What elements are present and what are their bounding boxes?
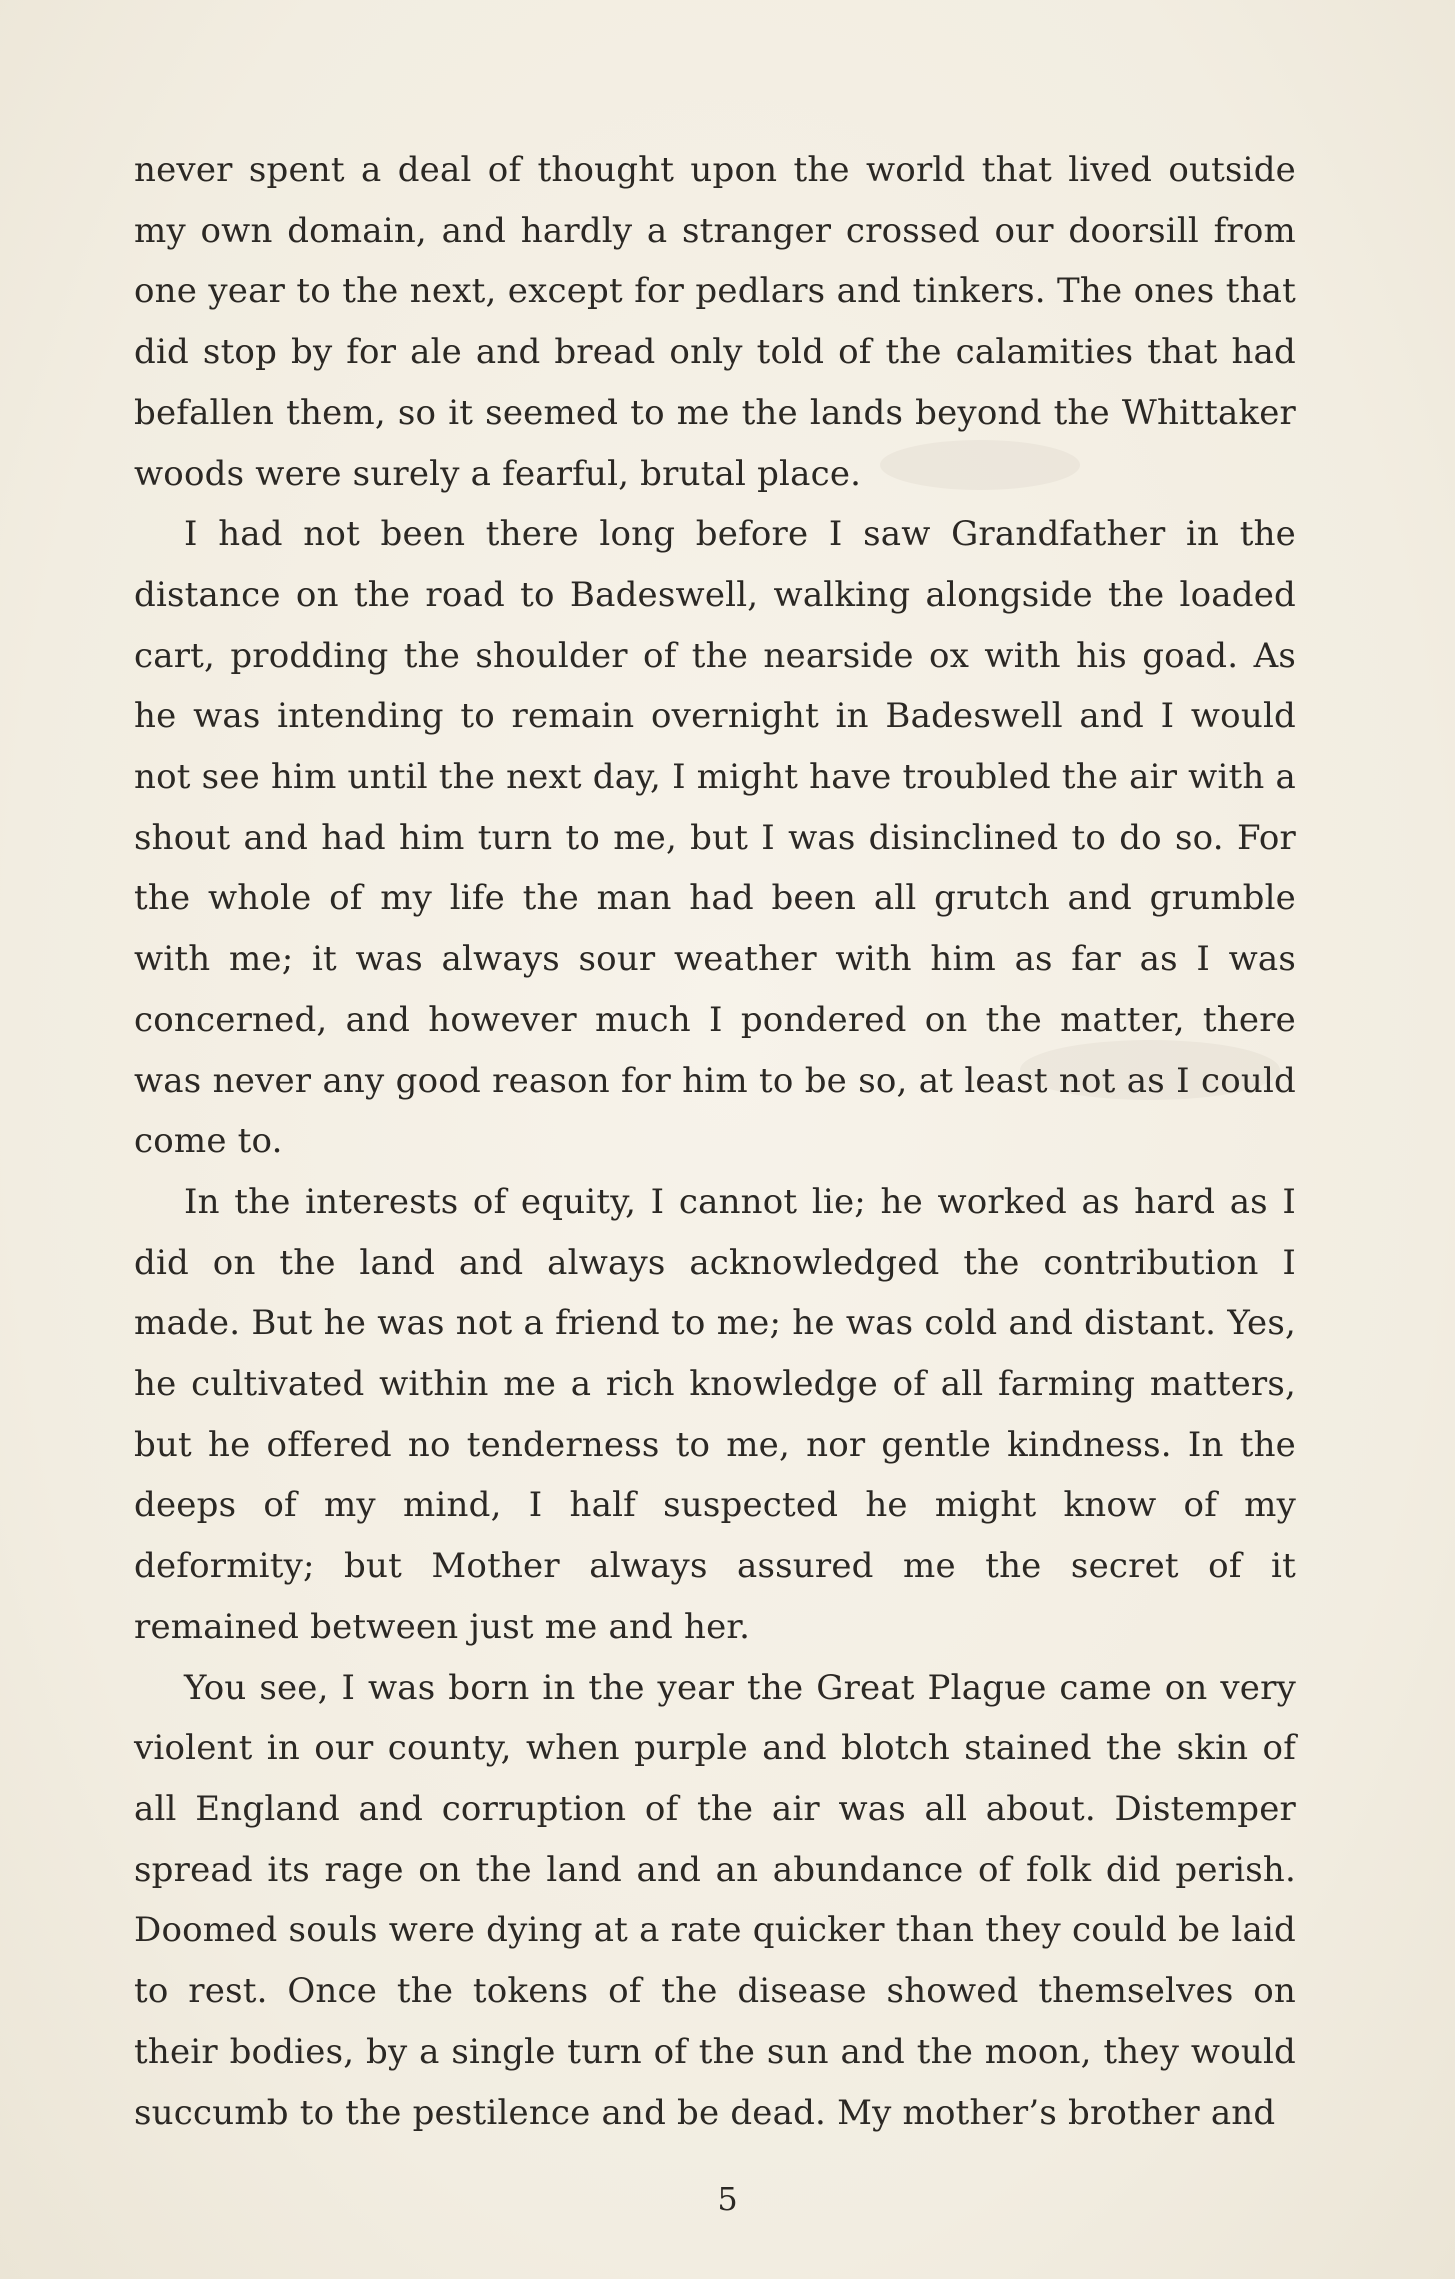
paragraph-3: In the interests of equity, I cannot lie; he worked as hard as I did on the land and always acknowledged the contribution I made. But he was not a friend to me; he was cold and distant. Yes, he cultivated within me a rich knowledge of all farming matters, but he offered no tenderness to me, nor gentle kindness. In the deeps of my mind, I half suspected he might know of my deformity; but Mother always assured me the secret of it remained between just me and her. [134,1181,1296,1647]
paragraph-2: I had not been there long before I saw Grandfather in the distance on the road to Badeswell, walking alongside the loaded cart, prodding the shoulder of the nearside ox with his goad. As he was intending to remain overnight in Badeswell and I would not see him until the next day, I might have troubled the air with a shout and had him turn to me, but I was disinclined to do so. For the whole of my life the man had been all grutch and grumble with me; it was always sour weather with him as far as I was concerned, and however much I pondered on the matter, there was never any good reason for him to be so, at least not as I could come to. [134,514,1296,1162]
body-text [134,140,1296,2143]
paragraph-1: never spent a deal of thought upon the world that lived outside my own domain, and hardly a stranger crossed our doorsill from one year to the next, except for pedlars and tinkers. The ones that did stop by for ale and bread only told of the calamities that had befallen them, so it seemed to me the lands beyond the Whittaker woods were surely a fearful, brutal place. [134,150,1296,494]
paragraph-4: You see, I was born in the year the Great Plague came on very violent in our county, when purple and blotch stained the skin of all England and corruption of the air was all about. Distemper spread its rage on the land and an abundance of folk did perish. Doomed souls were dying at a rate quicker than they could be laid to rest. Once the tokens of the disease showed themselves on their bodies, by a single turn of the sun and the moon, they would succumb to the pestilence and be dead. My mother’s brother and [134,1667,1296,2133]
page-number: 5 [717,2180,738,2218]
